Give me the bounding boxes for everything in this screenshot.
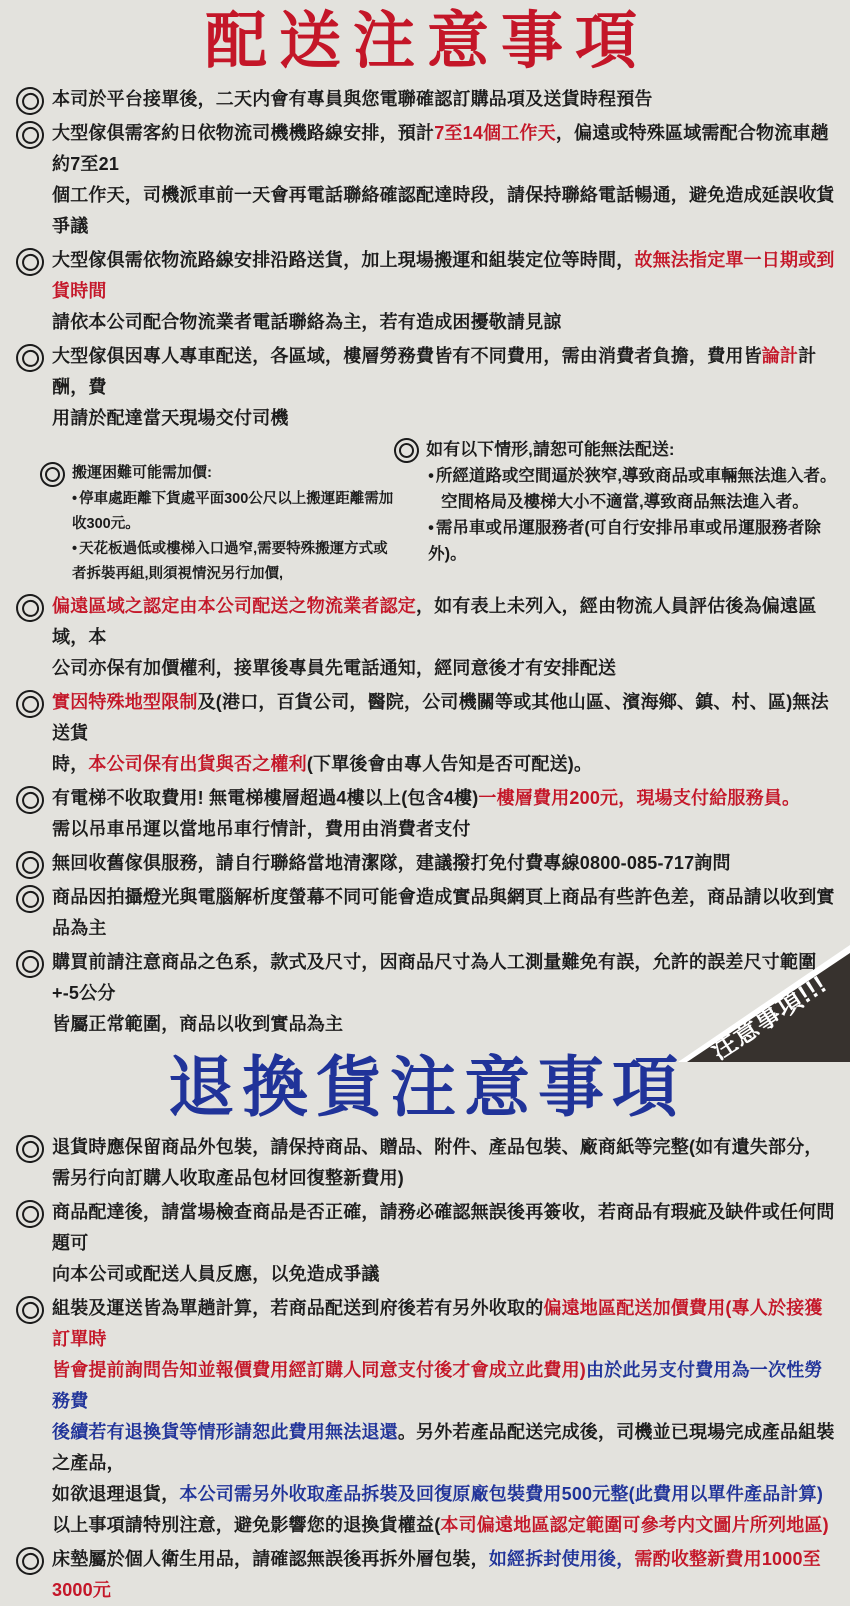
notice-item-text xyxy=(52,1544,838,1606)
delivery-items-bottom xyxy=(16,591,838,1040)
sub-bullet-line: • 天花板過低或樓梯入口過窄,需要特殊搬運方式或者拆裝再組,則須視情況另行加價, xyxy=(72,541,388,582)
bullet-dot-icon: • xyxy=(428,519,434,537)
text-segment: 有電梯不收取費用! 無電梯樓層超過4樓以上(包含4樓) xyxy=(52,788,479,808)
double-circle-icon xyxy=(392,436,420,464)
bullet-dot-icon: • xyxy=(428,467,434,485)
text-segment: 以上事項請特別注意，避免影響您的退換貨權益( xyxy=(52,1515,441,1535)
text-segment: 一樓層費用200元，現場支付給服務員。 xyxy=(478,788,801,808)
text-segment: 公司亦保有加價權利，接單後專員先電話通知，經同意後才有安排配送 xyxy=(52,658,617,678)
text-segment: 商品配達後，請當場檢查商品是否正確，請務必確認無誤後再簽收，若商品有瑕疵及缺件或任何問題可 xyxy=(52,1202,835,1253)
text-segment: 時， xyxy=(52,754,89,774)
notice-item xyxy=(16,1544,838,1606)
double-circle-icon xyxy=(14,246,46,278)
text-segment: 實因特殊地型限制 xyxy=(52,692,198,712)
returns-items xyxy=(16,1132,838,1606)
notice-item-text xyxy=(52,591,838,684)
notice-item-text xyxy=(52,1197,838,1290)
text-segment: 論計 xyxy=(761,346,799,366)
no-delivery-bullets xyxy=(394,463,838,567)
notice-item-text xyxy=(52,882,838,944)
double-circle-icon xyxy=(14,1133,46,1165)
text-segment: 本公司保有出貨與否之權利 xyxy=(88,754,307,774)
surcharge-heading: 搬運困難可能需加價: xyxy=(72,464,212,481)
text-segment: 需酌收整新費用1000至3000元 xyxy=(52,1549,821,1600)
text-segment: 本司於平台接單後，二天内會有專員與您電聯確認訂購品項及送貨時程預告 xyxy=(52,89,653,109)
text-segment: 個工作天，司機派車前一天會再電話聯絡確認配達時段，請保持聯絡電話暢通，避免造成延誤收貨爭議 xyxy=(52,185,835,236)
notice-item-text xyxy=(52,341,838,434)
notice-item-text xyxy=(52,118,838,242)
sub-bullet-line: • 所經道路或空間逼於狹窄,導致商品或車輛無法進入者。 xyxy=(428,467,837,485)
text-segment: 皆屬正常範圍，商品以收到實品為主 xyxy=(52,1014,344,1034)
notice-item xyxy=(16,1132,838,1194)
text-segment: 後續若有退換貨等情形請恕此費用無法退還 xyxy=(52,1422,398,1442)
text-segment: 如欲退理退貨， xyxy=(52,1484,180,1504)
text-segment: 本司偏遠地區認定範圍可參考内文圖片所列地區) xyxy=(440,1515,829,1535)
text-segment: 組裝及運送皆為單趟計算，若商品配送到府後若有另外收取的 xyxy=(52,1298,544,1318)
notice-item-text xyxy=(52,783,838,845)
text-segment: ，偏遠或特殊區域需配合物流車趟約7至21 xyxy=(52,123,829,174)
sub-bullet-line: 空間格局及樓梯大小不適當,導致商品無法進入者。 xyxy=(441,493,809,511)
notice-item-text xyxy=(52,245,838,338)
delivery-items-top xyxy=(16,84,838,434)
notice-item xyxy=(16,341,838,434)
text-segment: 故無法指定單一日期或到貨時間 xyxy=(52,250,835,301)
text-segment: 需以吊車吊運以當地吊車行情計，費用由消費者支付 xyxy=(52,819,471,839)
text-segment: 本公司需另外收取產品拆裝及回復原廠包裝費用500元整(此費用以單件產品計算) xyxy=(179,1484,824,1504)
double-circle-icon xyxy=(14,85,46,117)
text-segment: 退貨時應保留商品外包裝，請保持商品、贈品、附件、產品包裝、廠商紙等完整(如有遺失部分， xyxy=(52,1137,823,1157)
notice-item-text xyxy=(52,1293,838,1541)
double-circle-icon xyxy=(14,1545,46,1577)
notice-item xyxy=(16,245,838,338)
text-segment: 向本公司或配送人員反應，以免造成爭議 xyxy=(52,1264,380,1284)
delivery-two-column-block xyxy=(16,437,838,587)
notice-item xyxy=(16,783,838,845)
text-segment: 大型傢俱因專人專車配送，各區域，樓層勞務費皆有不同費用，需由消費者負擔，費用皆 xyxy=(52,346,762,366)
delivery-title: 配送注意事項 xyxy=(204,7,649,76)
text-segment: 無回收舊傢俱服務，請自行聯絡當地清潔隊，建議撥打免付費專線0800-085-717詢問 xyxy=(52,853,731,873)
text-segment: 請依本公司配合物流業者電話聯絡為主，若有造成困擾敬請見諒 xyxy=(52,312,562,332)
notice-item xyxy=(16,947,838,1040)
text-segment: 需另行向訂購人收取產品包材回復整新費用) xyxy=(52,1168,404,1188)
text-segment: 計酬，費 xyxy=(52,346,817,397)
text-segment: 用請於配達當天現場交付司機 xyxy=(52,408,289,428)
double-circle-icon xyxy=(14,1198,46,1230)
double-circle-icon xyxy=(14,948,46,980)
text-segment: 7至14個工作天 xyxy=(434,123,556,143)
bullet-dot-icon: • xyxy=(72,541,78,557)
notice-item-text xyxy=(52,84,838,115)
surcharge-column xyxy=(16,437,394,587)
double-circle-icon xyxy=(14,342,46,374)
surcharge-bullets xyxy=(40,487,394,587)
notice-item-text xyxy=(52,687,838,780)
text-segment: (下單後會由專人告知是否可配送)。 xyxy=(306,754,593,774)
notice-item xyxy=(16,1197,838,1290)
text-segment: 購買前請注意商品之色系，款式及尺寸，因商品尺寸為人工測量難免有誤，允許的誤差尺寸範圍+-5公分 xyxy=(52,952,817,1003)
notice-item xyxy=(16,848,838,879)
text-segment: 由於此另支付費用為一次性勞務費 xyxy=(52,1360,823,1411)
double-circle-icon xyxy=(14,119,46,151)
text-segment: 。另外若產品配送完成後，司機並已現場完成產品組裝之產品， xyxy=(52,1422,835,1473)
sub-bullet-line: • 停車處距離下貨處平面300公尺以上搬運距離需加收300元。 xyxy=(72,491,394,532)
notice-item xyxy=(16,591,838,684)
no-delivery-conditions-column xyxy=(394,437,838,587)
notice-item xyxy=(16,1293,838,1541)
text-segment: 皆會提前詢問告知並報價費用經訂購人同意支付後才會成立此費用) xyxy=(52,1360,586,1380)
double-circle-icon xyxy=(14,688,46,720)
notice-item-text xyxy=(52,848,838,879)
text-segment: 偏遠地區配送加價費用(專人於接獲訂單時 xyxy=(52,1298,823,1349)
text-segment: 床墊屬於個人衛生用品，請確認無誤後再拆外層包裝， xyxy=(52,1549,489,1569)
notice-item xyxy=(16,118,838,242)
notice-item xyxy=(16,882,838,944)
notice-item xyxy=(16,84,838,115)
text-segment: 及(港口，百貨公司，醫院，公司機關等或其他山區、濱海鄉、鎮、村、區)無法送貨 xyxy=(52,692,829,743)
sub-bullet-line: • 需吊車或吊運服務者(可自行安排吊車或吊運服務者除外)。 xyxy=(428,519,821,563)
notice-item xyxy=(16,687,838,780)
text-segment: 大型傢俱需客約日依物流司機機路線安排，預計 xyxy=(52,123,435,143)
text-segment: 商品因拍攝燈光與電腦解析度螢幕不同可能會造成實品與網頁上商品有些許色差，商品請以收到實品為主 xyxy=(52,887,835,938)
notice-item-text xyxy=(52,1132,838,1194)
double-circle-icon xyxy=(14,784,46,816)
double-circle-icon xyxy=(14,883,46,915)
bullet-dot-icon: • xyxy=(72,491,78,507)
double-circle-icon xyxy=(38,460,66,488)
no-delivery-heading-row xyxy=(394,437,838,463)
text-segment: 大型傢俱需依物流路線安排沿路送貨，加上現場搬運和組裝定位等時間， xyxy=(52,250,635,270)
notice-ribbon-label: 注意事項!!! xyxy=(706,969,833,1066)
returns-title: 退換貨注意事項 xyxy=(168,1050,686,1124)
text-segment: ，如有表上未列入，經由物流人員評估後為偏遠區域，本 xyxy=(52,596,817,647)
text-segment: 如經拆封使用後， xyxy=(488,1549,635,1569)
surcharge-heading-row xyxy=(40,461,394,487)
text-segment: 偏遠區域之認定由本公司配送之物流業者認定 xyxy=(52,596,416,616)
no-delivery-heading: 如有以下情形,請恕可能無法配送: xyxy=(426,440,675,459)
double-circle-icon xyxy=(14,849,46,881)
double-circle-icon xyxy=(14,1294,46,1326)
double-circle-icon xyxy=(14,592,46,624)
